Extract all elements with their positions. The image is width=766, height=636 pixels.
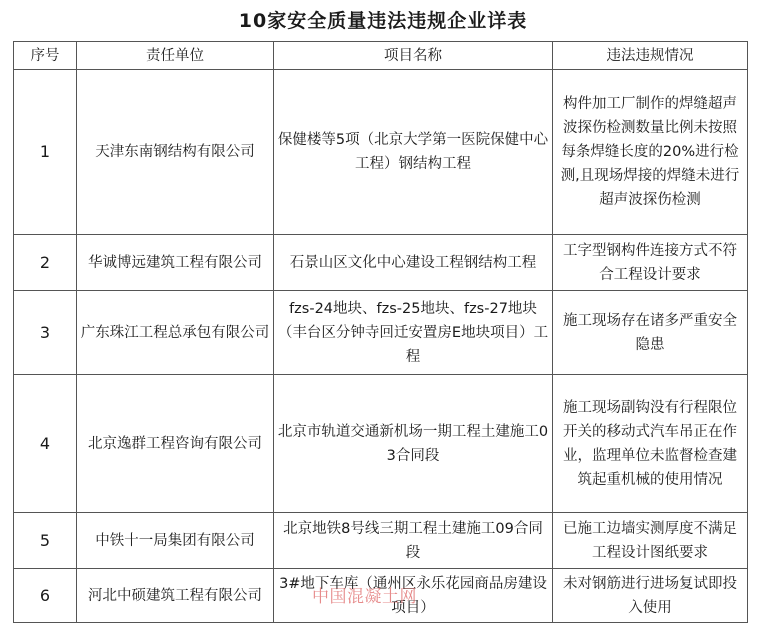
header-unit: 责任单位 [77,42,274,70]
row-unit: 北京逸群工程咨询有限公司 [77,375,274,513]
table-row [14,235,748,291]
row-no: 3 [14,291,77,375]
table-row [14,291,748,375]
row-violation: 构件加工厂制作的焊缝超声波探伤检测数量比例未按照每条焊缝长度的20%进行检测,且现场焊接的焊缝未进行超声波探伤检测 [553,70,748,235]
table-row [14,569,748,623]
row-project: 3#地下车库（通州区永乐花园商品房建设项目） [274,569,553,623]
header-violation: 违法违规情况 [553,42,748,70]
header-no: 序号 [14,42,77,70]
header-project: 项目名称 [274,42,553,70]
violations-table [13,41,748,623]
row-violation: 已施工边墙实测厚度不满足工程设计图纸要求 [553,513,748,569]
row-no: 6 [14,569,77,623]
row-no: 1 [14,70,77,235]
table-row [14,513,748,569]
row-no: 4 [14,375,77,513]
row-project: 北京市轨道交通新机场一期工程土建施工03合同段 [274,375,553,513]
row-no: 5 [14,513,77,569]
row-violation: 未对钢筋进行进场复试即投入使用 [553,569,748,623]
row-project: 石景山区文化中心建设工程钢结构工程 [274,235,553,291]
table-header-row [14,42,748,70]
row-unit: 广东珠江工程总承包有限公司 [77,291,274,375]
row-violation: 施工现场副钩没有行程限位开关的移动式汽车吊正在作业，监理单位未监督检查建筑起重机械的使用情况 [553,375,748,513]
table-row [14,375,748,513]
row-project: 保健楼等5项（北京大学第一医院保健中心工程）钢结构工程 [274,70,553,235]
table-row [14,70,748,235]
row-project: 北京地铁8号线三期工程土建施工09合同段 [274,513,553,569]
row-violation: 施工现场存在诸多严重安全隐患 [553,291,748,375]
row-project: fzs-24地块、fzs-25地块、fzs-27地块（丰台区分钟寺回迁安置房E地块项目）工程 [274,291,553,375]
row-violation: 工字型钢构件连接方式不符合工程设计要求 [553,235,748,291]
watermark-text: 中国混凝土网 [312,587,417,607]
row-unit: 河北中硕建筑工程有限公司 [77,569,274,623]
row-unit: 中铁十一局集团有限公司 [77,513,274,569]
row-unit: 华诚博远建筑工程有限公司 [77,235,274,291]
page-title: 10家安全质量违法违规企业详表 [238,10,528,32]
row-no: 2 [14,235,77,291]
row-unit: 天津东南钢结构有限公司 [77,70,274,235]
